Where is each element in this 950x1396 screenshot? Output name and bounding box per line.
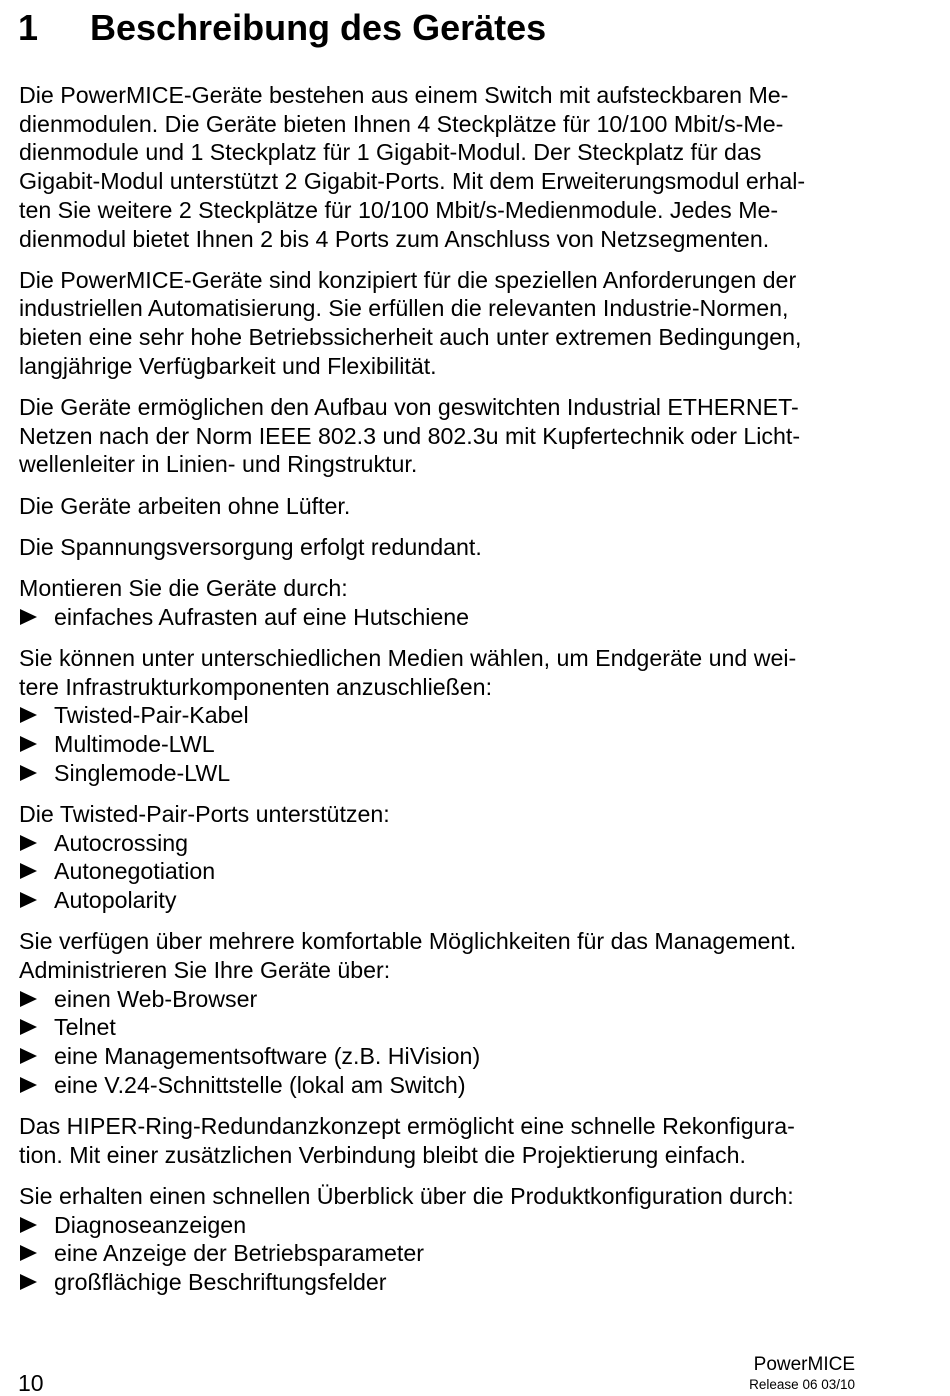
text-line: bieten eine sehr hohe Betriebssicherheit auch unter extremen Bedingungen, <box>19 324 802 351</box>
bullet-triangle-icon <box>20 736 37 752</box>
paragraph <box>19 393 869 479</box>
bullet-text: Singlemode-LWL <box>54 759 231 786</box>
bullet-item <box>19 1071 869 1100</box>
bullet-triangle-icon <box>20 1048 37 1064</box>
text-line: Gigabit-Modul unterstützt 2 Gigabit-Ports. Mit dem Erweiterungsmodul erhal- <box>19 168 806 195</box>
bullet-item <box>19 985 869 1014</box>
bullet-triangle-icon <box>20 1019 37 1035</box>
text-line: Netzen nach der Norm IEEE 802.3 und 802.3u mit Kupfertechnik oder Licht- <box>19 422 801 449</box>
body-text <box>19 81 869 1309</box>
bullet-text: Telnet <box>54 1014 116 1041</box>
bullet-triangle-icon <box>20 991 37 1007</box>
paragraph <box>19 1112 869 1169</box>
bullet-item <box>19 829 869 858</box>
text-line: ten Sie weitere 2 Steckplätze für 10/100 Mbit/s-Medienmodule. Jedes Me- <box>19 196 779 223</box>
text-line: dienmodule und 1 Steckplatz für 1 Gigabit-Modul. Der Steckplatz für das <box>19 139 762 166</box>
text-line: Die Geräte arbeiten ohne Lüfter. <box>19 492 351 519</box>
bullet-item <box>19 857 869 886</box>
text-line: Sie verfügen über mehrere komfortable Möglichkeiten für das Management. <box>19 928 797 955</box>
bullet-text: Autocrossing <box>54 829 189 856</box>
text-line: dienmodul bietet Ihnen 2 bis 4 Ports zum Anschluss von Netzsegmenten. <box>19 225 770 252</box>
bullet-text: Multimode-LWL <box>54 731 215 758</box>
bullet-item <box>19 1211 869 1240</box>
bullet-item <box>19 886 869 915</box>
bullet-triangle-icon <box>20 835 37 851</box>
bullet-triangle-icon <box>20 1245 37 1261</box>
bullet-text: eine Managementsoftware (z.B. HiVision) <box>54 1043 481 1070</box>
text-line: dienmodulen. Die Geräte bieten Ihnen 4 Steckplätze für 10/100 Mbit/s-Me- <box>19 110 784 137</box>
bullet-item <box>19 603 869 632</box>
bullet-triangle-icon <box>20 1274 37 1290</box>
footer-product-name: PowerMICE <box>753 1354 855 1375</box>
page-number: 10 <box>18 1370 44 1396</box>
text-line: Die PowerMICE-Geräte sind konzipiert für die speziellen Anforderungen der <box>19 266 797 293</box>
text-line: tion. Mit einer zusätzlichen Verbindung bleibt die Projektierung einfach. <box>19 1141 746 1168</box>
bullet-text: Autonegotiation <box>54 858 216 885</box>
bullet-item <box>19 701 869 730</box>
bullet-item <box>19 759 869 788</box>
text-line: industriellen Automatisierung. Sie erfüllen die relevanten Industrie-Normen, <box>19 295 789 322</box>
text-line: wellenleiter in Linien- und Ringstruktur. <box>19 451 418 478</box>
chapter-title: Beschreibung des Gerätes <box>90 7 547 48</box>
paragraph <box>19 574 869 631</box>
bullet-item <box>19 1042 869 1071</box>
bullet-item <box>19 730 869 759</box>
text-line: langjährige Verfügbarkeit und Flexibilität. <box>19 352 437 379</box>
bullet-triangle-icon <box>20 892 37 908</box>
bullet-text: einfaches Aufrasten auf eine Hutschiene <box>54 603 470 630</box>
text-line: Montieren Sie die Geräte durch: <box>19 575 348 602</box>
paragraph <box>19 927 869 1099</box>
footer-release: Release 06 03/10 <box>749 1377 855 1392</box>
bullet-text: eine V.24-Schnittstelle (lokal am Switch) <box>54 1071 466 1098</box>
bullet-text: Autopolarity <box>54 887 177 914</box>
bullet-item <box>19 1013 869 1042</box>
text-line: Sie erhalten einen schnellen Überblick über die Produktkonfiguration durch: <box>19 1182 794 1209</box>
paragraph <box>19 1182 869 1297</box>
text-line: Die Twisted-Pair-Ports unterstützen: <box>19 800 390 827</box>
bullet-item <box>19 1268 869 1297</box>
chapter-heading <box>18 6 546 50</box>
bullet-text: einen Web-Browser <box>54 985 258 1012</box>
bullet-triangle-icon <box>20 707 37 723</box>
bullet-text: Twisted-Pair-Kabel <box>54 702 249 729</box>
bullet-triangle-icon <box>20 609 37 625</box>
paragraph <box>19 800 869 915</box>
bullet-text: großflächige Beschriftungsfelder <box>54 1269 387 1296</box>
bullet-triangle-icon <box>20 1217 37 1233</box>
bullet-triangle-icon <box>20 1077 37 1093</box>
text-line: tere Infrastrukturkomponenten anzuschließen: <box>19 673 493 700</box>
text-line: Die Spannungsversorgung erfolgt redundant. <box>19 533 482 560</box>
bullet-text: eine Anzeige der Betriebsparameter <box>54 1240 424 1267</box>
bullet-triangle-icon <box>20 863 37 879</box>
text-line: Das HIPER-Ring-Redundanzkonzept ermöglicht eine schnelle Rekonfigura- <box>19 1113 795 1139</box>
text-line: Sie können unter unterschiedlichen Medien wählen, um Endgeräte und wei- <box>19 644 797 671</box>
paragraph <box>19 492 869 521</box>
bullet-text: Diagnoseanzeigen <box>54 1211 247 1238</box>
text-line: Administrieren Sie Ihre Geräte über: <box>19 956 391 983</box>
bullet-triangle-icon <box>20 765 37 781</box>
text-line: Die Geräte ermöglichen den Aufbau von geswitchten Industrial ETHERNET- <box>19 394 799 421</box>
paragraph <box>19 533 869 562</box>
paragraph <box>19 266 869 381</box>
bullet-item <box>19 1239 869 1268</box>
text-line: Die PowerMICE-Geräte bestehen aus einem Switch mit aufsteckbaren Me- <box>19 82 789 108</box>
paragraph <box>19 644 869 788</box>
paragraph <box>19 81 869 253</box>
chapter-number: 1 <box>18 7 39 48</box>
